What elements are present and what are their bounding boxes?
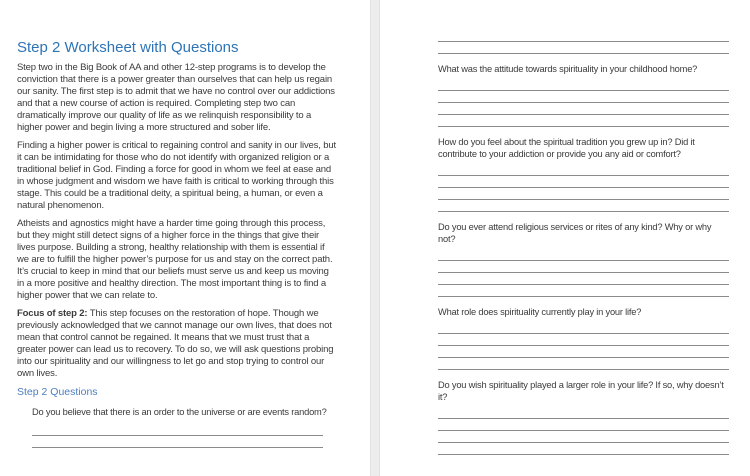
answer-line [438,115,729,127]
answer-line [32,424,323,436]
answer-line [438,285,729,297]
answer-line [438,273,729,285]
answer-line [438,431,729,443]
right-page[interactable] [380,0,750,476]
answer-lines [438,79,729,127]
answer-line [438,42,729,54]
focus-paragraph-lead: Focus of step 2: [17,308,88,319]
question-text: Do you believe that there is an order to the universe or are events random? [32,407,327,417]
answer-line [32,436,323,448]
answer-lines-continued [438,30,729,54]
answer-line [438,164,729,176]
higher-power-paragraph: Finding a higher power is critical to regaining control and sanity in our lives, but it can be intimidating for those who do not identify with organized religion or a traditional belief in God. Finding a force for good in whom we feel at ease and in whose judgment and wisdom we have faith is critical to working through this stage. This could be a traditional deity, a spiritual being, a human, or even a natural phenomenon. [17,140,337,211]
question-text: Do you wish spirituality played a larger role in your life? If so, why doesn’t it? [438,380,724,402]
answer-line [438,419,729,431]
answer-lines [438,164,729,212]
answer-line [438,322,729,334]
answer-line [438,188,729,200]
question-block [438,136,729,212]
answer-lines [438,407,729,455]
answer-line [438,261,729,273]
answer-line [438,443,729,455]
question-block [438,63,729,127]
answer-lines [438,249,729,297]
question-text: Do you ever attend religious services or rites of any kind? Why or why not? [438,222,712,244]
answer-line [438,91,729,103]
question-block [438,30,729,54]
question-text: How do you feel about the spiritual tradition you grew up in? Did it contribute to your addiction or provide you any aid or comfort? [438,137,695,159]
answer-line [438,358,729,370]
answer-line [438,79,729,91]
question-block [438,221,729,297]
question-text: What role does spirituality currently play in your life? [438,307,642,317]
page-gap-divider [370,0,380,476]
focus-paragraph [17,308,337,380]
answer-line [438,176,729,188]
answer-line [438,346,729,358]
answer-line [438,30,729,42]
focus-paragraph-text: This step focuses on the restoration of hope. Though we previously acknowledged that we cannot manage our own lives, that does not mean that control cannot be regained. It means that we must trust that a greater power can lead us to recovery. To do so, we will ask questions probing into our spirituality and our willingness to let go and stop trying to control our own lives. [17,308,334,379]
question-block [438,379,729,455]
document-title: Step 2 Worksheet with Questions [17,39,239,56]
intro-paragraph: Step two in the Big Book of AA and other 12-step programs is to develop the conviction that there is a power greater than ourselves that can help us regain our sanity. The first step is to admit that we have no control over our addictions and that a new course of action is required. Completing step two can dramatically improve our quality of life as we relinquish responsibility to a higher power and begin living a more structured and sober life. [17,62,335,133]
answer-line [438,249,729,261]
question-block [438,306,729,370]
answer-lines [438,322,729,370]
question-text: What was the attitude towards spirituality in your childhood home? [438,64,698,74]
section-subheading: Step 2 Questions [17,386,98,398]
answer-line [438,407,729,419]
answer-lines [32,424,323,448]
left-page[interactable] [0,0,370,476]
answer-line [438,200,729,212]
answer-line [438,103,729,115]
answer-line [438,334,729,346]
atheists-paragraph: Atheists and agnostics might have a harder time going through this process, but they might still detect signs of a higher force in the things that give their lives purpose. Building a strong, healthy relationship with them is essential if we are to fulfill the higher power’s purpose for us and stay on the correct path. It’s crucial to keep in mind that our beliefs must serve us and keep us moving in a more positive and healthy direction. The most important thing is to find a higher power that we can relate to. [17,218,333,301]
